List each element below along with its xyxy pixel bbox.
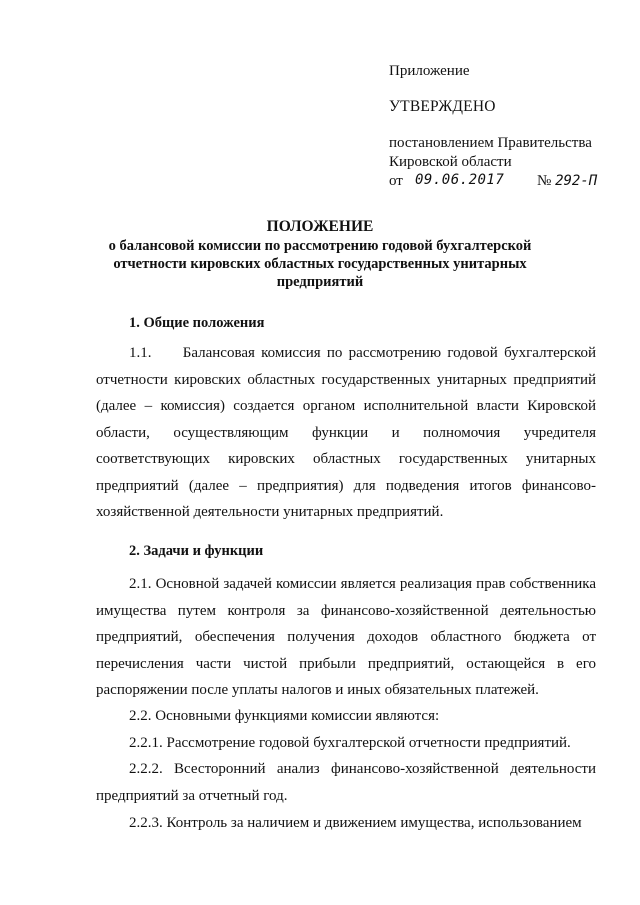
paragraph-2-1: 2.1. Основной задачей комиссии является реализация прав собственника имущества путем контроля за финансово-хозяйственной деятельностью предприятий, обеспечения получения доходов областного бюджета от перечисления части чистой прибыли предприятий, остающейся в его распоряжении после уплаты налогов и иных обязательных платежей. <box>96 576 596 698</box>
handwritten-date: 09.06.2017 <box>415 172 505 188</box>
approved-label: УТВЕРЖДЕНО <box>389 98 496 115</box>
paragraph-2-2: 2.2. Основными функциями комиссии являются: <box>129 708 440 724</box>
date-prefix: от <box>389 173 403 189</box>
number-prefix: № <box>537 173 552 189</box>
paragraph-1-1: 1.1. Балансовая комиссия по рассмотрению годовой бухгалтерской отчетности кировских областных государственных унитарных предприятий (далее – комиссия) создается органом исполнительной власти Кировской области, осуществляющим функции и полномочия учредителя соответствующих кировских областных государственных унитарных предприятий (далее – предприятия) для подведения итогов финансово-хозяйственной деятельности унитарных предприятий. <box>96 345 596 520</box>
paragraph-2-2-2: 2.2.2. Всесторонний анализ финансово-хозяйственной деятельности предприятий за отчетный год. <box>96 761 596 804</box>
approval-block <box>389 62 619 192</box>
document-number <box>537 172 597 191</box>
resolution-line-1: постановлением Правительства <box>389 135 592 151</box>
document-title <box>90 218 550 291</box>
title-main: ПОЛОЖЕНИЕ <box>266 218 374 235</box>
paragraph-2-2-3: 2.2.3. Контроль за наличием и движением имущества, использованием <box>129 815 582 831</box>
appendix-label: Приложение <box>389 63 470 79</box>
section-2-heading: 2. Задачи и функции <box>129 543 264 559</box>
title-subtitle: о балансовой комиссии по рассмотрению годовой бухгалтерской отчетности кировских областных государственных унитарных предприятий <box>108 238 532 290</box>
resolution-line-2: Кировской области <box>389 154 512 170</box>
handwritten-number: 292-П <box>555 173 598 189</box>
paragraph-2-2-1: 2.2.1. Рассмотрение годовой бухгалтерской отчетности предприятий. <box>129 735 571 751</box>
section-1-heading: 1. Общие положения <box>129 315 265 331</box>
date-number-row <box>389 172 619 192</box>
